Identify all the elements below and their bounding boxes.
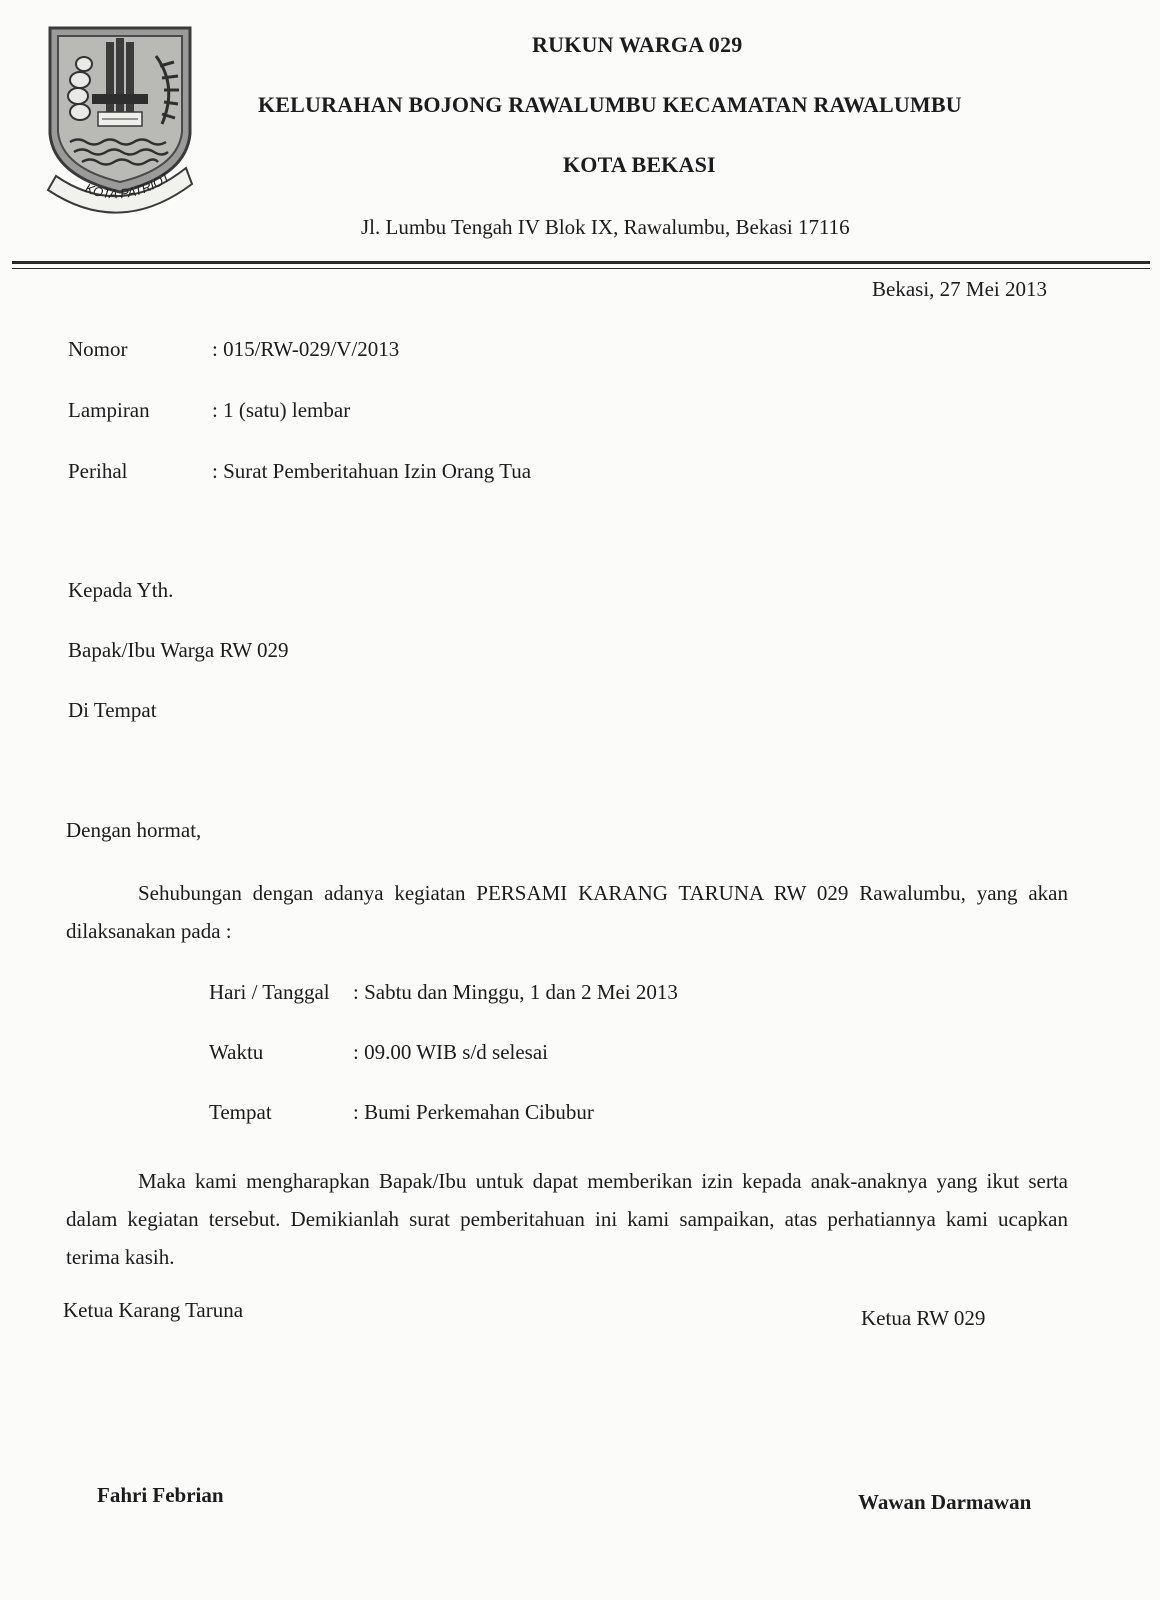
letterhead-address: Jl. Lumbu Tengah IV Blok IX, Rawalumbu, Bekasi 17116 bbox=[361, 215, 850, 239]
greeting: Dengan hormat, bbox=[66, 818, 202, 842]
right-signatory-name: Wawan Darmawan bbox=[858, 1490, 1032, 1514]
lampiran-value: : 1 (satu) lembar bbox=[212, 398, 351, 422]
waktu-label: Waktu bbox=[209, 1040, 264, 1064]
perihal-value: : Surat Pemberitahuan Izin Orang Tua bbox=[212, 459, 532, 483]
tempat-value: : Bumi Perkemahan Cibubur bbox=[353, 1100, 594, 1124]
left-signatory-name: Fahri Febrian bbox=[97, 1483, 224, 1507]
letter-date: Bekasi, 27 Mei 2013 bbox=[872, 277, 1047, 301]
lampiran-label: Lampiran bbox=[68, 398, 150, 422]
opening-paragraph: Sehubungan dengan adanya kegiatan PERSAMI KARANG TARUNA RW 029 Rawalumbu, yang akan dilaksanakan pada : bbox=[66, 881, 1068, 943]
recipient-salutation: Kepada Yth. bbox=[68, 578, 174, 602]
closing-paragraph: Maka kami mengharapkan Bapak/Ibu untuk dapat memberikan izin kepada anak-anaknya yang ikut serta dalam kegiatan tersebut. Demikianlah surat pemberitahuan ini kami sampaikan, atas perhatiannya kami ucapkan terima kasih. bbox=[66, 1169, 1068, 1269]
tempat-label: Tempat bbox=[209, 1100, 272, 1124]
waktu-value: : 09.00 WIB s/d selesai bbox=[353, 1040, 549, 1064]
nomor-label: Nomor bbox=[68, 337, 128, 361]
letterhead-city: KOTA BEKASI bbox=[563, 152, 716, 177]
kota-bekasi-emblem bbox=[36, 16, 204, 216]
header-divider-thin bbox=[12, 268, 1150, 269]
header-divider-thick bbox=[12, 261, 1150, 264]
recipient-location: Di Tempat bbox=[68, 698, 157, 722]
letterhead-org: RUKUN WARGA 029 bbox=[532, 32, 743, 57]
right-signatory-title: Ketua RW 029 bbox=[861, 1306, 986, 1330]
recipient-name: Bapak/Ibu Warga RW 029 bbox=[68, 638, 289, 662]
hari-value: : Sabtu dan Minggu, 1 dan 2 Mei 2013 bbox=[353, 980, 678, 1004]
nomor-value: : 015/RW-029/V/2013 bbox=[212, 337, 400, 361]
letterhead-district: KELURAHAN BOJONG RAWALUMBU KECAMATAN RAWALUMBU bbox=[258, 92, 962, 117]
left-signatory-title: Ketua Karang Taruna bbox=[63, 1298, 244, 1322]
perihal-label: Perihal bbox=[68, 459, 128, 483]
hari-label: Hari / Tanggal bbox=[209, 980, 330, 1004]
emblem-ribbon-text: KOTA PATRIOT bbox=[83, 169, 173, 202]
